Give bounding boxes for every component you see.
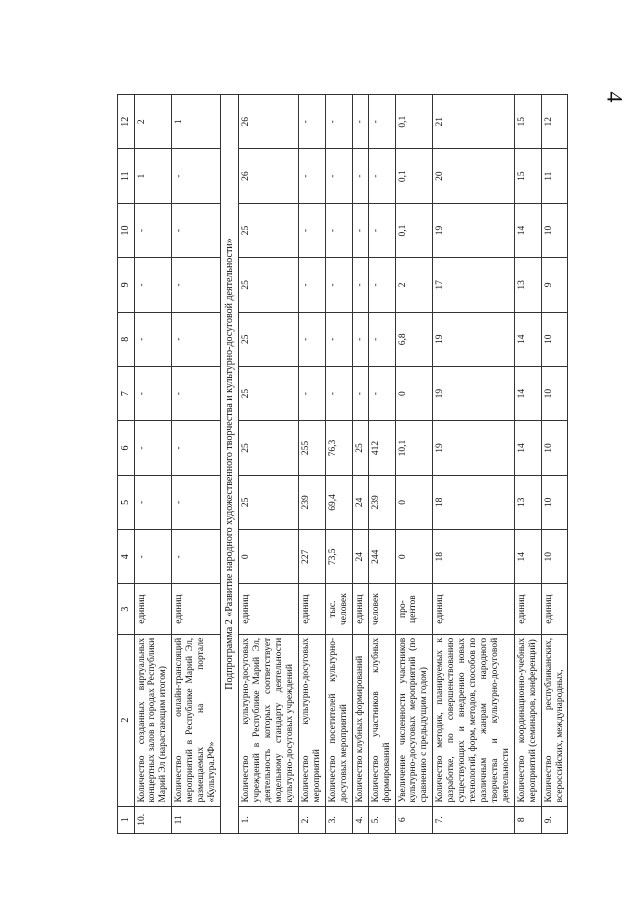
value-cell: 18 [433, 475, 514, 529]
value-cell: 69,4 [325, 475, 352, 529]
value-cell: - [134, 421, 172, 475]
value-cell: 25 [239, 421, 299, 475]
row-number: 8 [514, 806, 541, 833]
unit-cell: единиц [541, 584, 568, 634]
column-header: 7 [118, 366, 135, 420]
value-cell: 19 [433, 203, 514, 257]
value-cell: - [134, 203, 172, 257]
column-header: 1 [118, 806, 135, 833]
table-row [134, 95, 172, 834]
value-cell: - [325, 149, 352, 203]
value-cell: 0,1 [395, 95, 433, 149]
value-cell: 0 [395, 475, 433, 529]
value-cell: - [368, 312, 395, 366]
value-cell: 0 [395, 366, 433, 420]
value-cell: - [134, 258, 172, 312]
value-cell: 24 [352, 530, 368, 584]
table-row [172, 95, 221, 834]
value-cell: 10 [541, 421, 568, 475]
value-cell: - [368, 366, 395, 420]
value-cell: 13 [514, 475, 541, 529]
indicator-name: Количество клубных формирований [352, 634, 368, 806]
value-cell: 17 [433, 258, 514, 312]
value-cell: 2 [395, 258, 433, 312]
value-cell: - [352, 203, 368, 257]
value-cell: 26 [239, 95, 299, 149]
value-cell: - [299, 95, 326, 149]
indicator-name: Увеличение численности участников культурно-досуговых мероприятий (по сравнению с предыдущим годом) [395, 634, 433, 806]
unit-cell: единиц [239, 584, 299, 634]
value-cell: 14 [514, 203, 541, 257]
value-cell: - [299, 149, 326, 203]
value-cell: - [134, 312, 172, 366]
indicator-name: Количество республиканских, всероссийских, международных, [541, 634, 568, 806]
value-cell: 6,8 [395, 312, 433, 366]
value-cell: - [368, 149, 395, 203]
value-cell: - [352, 312, 368, 366]
value-cell: - [299, 312, 326, 366]
value-cell: 25 [239, 203, 299, 257]
value-cell: 10 [541, 475, 568, 529]
value-cell: - [299, 258, 326, 312]
value-cell: - [352, 149, 368, 203]
indicator-name: Количество культурно-досуговых учреждений в Республике Марий Эл, деятельность которых соответствует модельному стандарту деятельности культурно-досуговых учреждений [239, 634, 299, 806]
value-cell: - [172, 258, 221, 312]
table-row [368, 95, 395, 834]
table-row [325, 95, 352, 834]
value-cell: 0,1 [395, 203, 433, 257]
value-cell: - [172, 149, 221, 203]
value-cell: 25 [239, 312, 299, 366]
column-header: 3 [118, 584, 135, 634]
value-cell: 12 [541, 95, 568, 149]
row-number: 5. [368, 806, 395, 833]
value-cell: 1 [134, 149, 172, 203]
value-cell: 0 [239, 530, 299, 584]
value-cell: - [172, 312, 221, 366]
value-cell: 20 [433, 149, 514, 203]
column-header: 5 [118, 475, 135, 529]
value-cell: 19 [433, 421, 514, 475]
value-cell: 14 [514, 421, 541, 475]
value-cell: 25 [239, 258, 299, 312]
value-cell: 412 [368, 421, 395, 475]
subprogram-title: Подпрограмма 2 «Развитие народного художественного творчества и культурно-досуговой деятельности» [220, 95, 239, 834]
value-cell: 15 [514, 149, 541, 203]
value-cell: - [325, 203, 352, 257]
unit-cell: единиц [134, 584, 172, 634]
value-cell: - [352, 258, 368, 312]
value-cell: - [134, 366, 172, 420]
value-cell: 14 [514, 312, 541, 366]
unit-cell: единиц [352, 584, 368, 634]
row-number: 7. [433, 806, 514, 833]
value-cell: 25 [352, 421, 368, 475]
unit-cell: про-центов [395, 584, 433, 634]
row-number: 9. [541, 806, 568, 833]
value-cell: 10 [541, 530, 568, 584]
value-cell: 1 [172, 95, 221, 149]
row-number: 2. [299, 806, 326, 833]
indicator-name: Количество методик, планируемых к разработке, по совершенствованию существующих и внедрению новых технологий, форм, методов, способов по различным жанрам народного творчества и культурно-досуговой деятельности [433, 634, 514, 806]
value-cell: 9 [541, 258, 568, 312]
value-cell: - [352, 95, 368, 149]
table-body [134, 95, 568, 834]
indicator-name: Количество культурно-досуговых мероприятий [299, 634, 326, 806]
value-cell: 19 [433, 366, 514, 420]
rotated-table-container [117, 91, 640, 834]
value-cell: 244 [368, 530, 395, 584]
header-row [118, 95, 135, 834]
row-number: 10. [134, 806, 172, 833]
page-number: 4 [602, 91, 628, 103]
value-cell: - [134, 530, 172, 584]
value-cell: 14 [514, 366, 541, 420]
indicator-name: Количество созданных виртуальных концертных залов в городах Республики Марий Эл (нарастающим итогом) [134, 634, 172, 806]
column-header: 6 [118, 421, 135, 475]
value-cell: 25 [239, 475, 299, 529]
table-row [433, 95, 514, 834]
value-cell: 0 [395, 530, 433, 584]
unit-cell: человек [368, 584, 395, 634]
value-cell: - [172, 421, 221, 475]
value-cell: 15 [514, 95, 541, 149]
unit-cell: единиц [299, 584, 326, 634]
value-cell: 239 [368, 475, 395, 529]
column-header: 10 [118, 203, 135, 257]
value-cell: 73,5 [325, 530, 352, 584]
value-cell: - [325, 95, 352, 149]
table-row [541, 95, 568, 834]
value-cell: 2 [134, 95, 172, 149]
value-cell: 19 [433, 312, 514, 366]
column-header: 11 [118, 149, 135, 203]
value-cell: 21 [433, 95, 514, 149]
value-cell: - [352, 366, 368, 420]
column-header: 2 [118, 634, 135, 806]
value-cell: 0,1 [395, 149, 433, 203]
value-cell: 10 [541, 203, 568, 257]
value-cell: 14 [514, 530, 541, 584]
table-row [299, 95, 326, 834]
row-number: 6 [395, 806, 433, 833]
value-cell: 18 [433, 530, 514, 584]
row-number: 3. [325, 806, 352, 833]
indicator-name: Количество онлайн-трансляций мероприятий в Республике Марий Эл, размещаемых на портале «Культура.РФ» [172, 634, 221, 806]
value-cell: - [325, 366, 352, 420]
value-cell: - [325, 258, 352, 312]
column-header: 9 [118, 258, 135, 312]
subprogram-row [220, 95, 239, 834]
table-row [239, 95, 299, 834]
value-cell: 239 [299, 475, 326, 529]
value-cell: - [172, 530, 221, 584]
value-cell: - [172, 475, 221, 529]
unit-cell: единиц [172, 584, 221, 634]
value-cell: - [172, 366, 221, 420]
column-header: 4 [118, 530, 135, 584]
value-cell: - [368, 95, 395, 149]
table-row [395, 95, 433, 834]
value-cell: 10 [541, 312, 568, 366]
table-row [352, 95, 368, 834]
value-cell: 26 [239, 149, 299, 203]
column-header: 12 [118, 95, 135, 149]
value-cell: 13 [514, 258, 541, 312]
value-cell: - [325, 312, 352, 366]
value-cell: - [134, 475, 172, 529]
indicator-name: Количество посетителей культурно-досуговых мероприятий [325, 634, 352, 806]
value-cell: 11 [541, 149, 568, 203]
value-cell: 255 [299, 421, 326, 475]
value-cell: - [368, 258, 395, 312]
value-cell: - [299, 366, 326, 420]
value-cell: 10,1 [395, 421, 433, 475]
unit-cell: тыс. человек [325, 584, 352, 634]
indicator-name: Количество координационно-учебных мероприятий (семинаров, конференций) [514, 634, 541, 806]
row-number: 11 [172, 806, 221, 833]
value-cell: - [172, 203, 221, 257]
indicator-name: Количество участников клубных формирований [368, 634, 395, 806]
value-cell: - [368, 203, 395, 257]
value-cell: 227 [299, 530, 326, 584]
indicators-table [117, 94, 568, 834]
row-number: 4. [352, 806, 368, 833]
column-header: 8 [118, 312, 135, 366]
unit-cell: единиц [514, 584, 541, 634]
row-number: 1. [239, 806, 299, 833]
value-cell: - [299, 203, 326, 257]
value-cell: 24 [352, 475, 368, 529]
unit-cell: единиц [433, 584, 514, 634]
value-cell: 10 [541, 366, 568, 420]
table-row [514, 95, 541, 834]
value-cell: 25 [239, 366, 299, 420]
value-cell: 76,3 [325, 421, 352, 475]
